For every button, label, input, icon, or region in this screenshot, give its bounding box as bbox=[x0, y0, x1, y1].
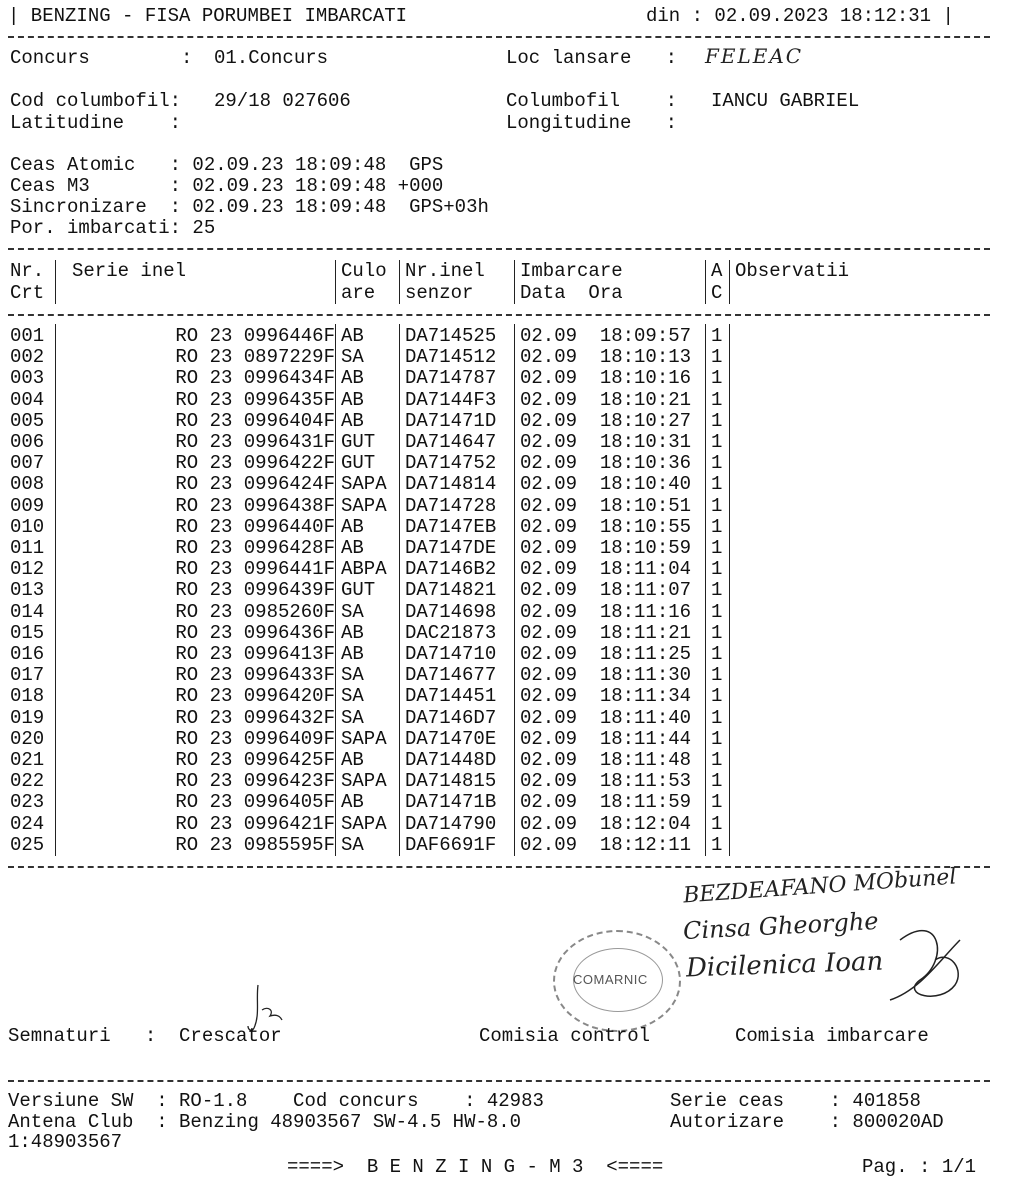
cell-culoare: SA bbox=[341, 706, 364, 729]
cell-imbarcare: 02.09 18:10:21 bbox=[520, 388, 692, 411]
cell-culoare: GUT bbox=[341, 431, 376, 453]
cell-nr-inel-senzor: DA7147EB bbox=[405, 515, 497, 538]
cell-culoare: SA bbox=[341, 600, 364, 623]
cell-imbarcare: 02.09 18:11:34 bbox=[520, 685, 692, 708]
cell-imbarcare: 02.09 18:10:13 bbox=[520, 346, 692, 369]
col-header-crt: Crt bbox=[10, 282, 45, 304]
table-row bbox=[0, 771, 1024, 792]
cod-columbofil-value: 29/18 027606 bbox=[214, 90, 351, 112]
cell-culoare: SAPA bbox=[341, 473, 387, 496]
cell-nr: 001 bbox=[10, 325, 45, 347]
document-date: din : 02.09.2023 18:12:31 | bbox=[646, 5, 954, 27]
table-row bbox=[0, 835, 1024, 856]
cell-nr: 019 bbox=[10, 706, 45, 729]
divider bbox=[8, 1080, 990, 1082]
cell-serie-inel: RO 23 0996404F bbox=[175, 409, 335, 432]
cell-imbarcare: 02.09 18:11:16 bbox=[520, 600, 692, 623]
cell-nr: 014 bbox=[10, 600, 45, 623]
cell-nr: 006 bbox=[10, 431, 45, 453]
cell-nr-inel-senzor: DAC21873 bbox=[405, 621, 497, 644]
table-row bbox=[0, 390, 1024, 411]
table-row bbox=[0, 665, 1024, 686]
table-row bbox=[0, 580, 1024, 601]
col-header-nr: Nr. bbox=[10, 260, 45, 282]
comisia-control: Comisia control bbox=[479, 1025, 651, 1047]
cell-ac: 1 bbox=[711, 537, 723, 559]
cell-serie-inel: RO 23 0996438F bbox=[175, 494, 335, 517]
cell-nr: 021 bbox=[10, 749, 45, 771]
cell-imbarcare: 02.09 18:11:04 bbox=[520, 558, 692, 581]
handwritten-signature-3: Dicilenica Ioan bbox=[685, 946, 884, 984]
cell-culoare: SA bbox=[341, 664, 364, 687]
cell-serie-inel: RO 23 0996413F bbox=[175, 643, 335, 665]
cell-nr: 013 bbox=[10, 579, 45, 602]
cell-ac: 1 bbox=[711, 452, 723, 475]
cell-culoare: AB bbox=[341, 325, 364, 347]
cell-nr: 022 bbox=[10, 770, 45, 793]
col-header-data-ora: Data Ora bbox=[520, 282, 623, 304]
cell-nr-inel-senzor: DA7144F3 bbox=[405, 388, 497, 411]
cell-nr: 016 bbox=[10, 643, 45, 665]
cell-imbarcare: 02.09 18:12:04 bbox=[520, 812, 692, 835]
ceas-atomic: Ceas Atomic : 02.09.23 18:09:48 GPS bbox=[10, 154, 444, 176]
loc-lansare-label: Loc lansare : bbox=[506, 47, 678, 69]
table-row bbox=[0, 729, 1024, 750]
table-row bbox=[0, 347, 1024, 368]
latitudine-label: Latitudine : bbox=[10, 112, 182, 134]
divider bbox=[8, 36, 990, 38]
cell-culoare: GUT bbox=[341, 452, 376, 475]
cell-culoare: SA bbox=[341, 833, 364, 856]
divider bbox=[8, 248, 990, 250]
cell-ac: 1 bbox=[711, 431, 723, 453]
cell-imbarcare: 02.09 18:11:07 bbox=[520, 579, 692, 602]
cell-ac: 1 bbox=[711, 685, 723, 708]
cell-nr: 015 bbox=[10, 621, 45, 644]
comisia-imbarcare: Comisia imbarcare bbox=[735, 1025, 929, 1047]
cell-serie-inel: RO 23 0985260F bbox=[175, 600, 335, 623]
cell-nr-inel-senzor: DA7146B2 bbox=[405, 558, 497, 581]
cell-ac: 1 bbox=[711, 727, 723, 750]
stamp-text: COMARNIC bbox=[573, 972, 648, 987]
cell-nr-inel-senzor: DA714814 bbox=[405, 473, 497, 496]
col-header-nr-inel: Nr.inel bbox=[405, 260, 485, 282]
cell-culoare: SA bbox=[341, 346, 364, 369]
cell-serie-inel: RO 23 0996425F bbox=[175, 749, 335, 771]
cell-nr: 020 bbox=[10, 727, 45, 750]
table-row bbox=[0, 644, 1024, 665]
cell-imbarcare: 02.09 18:10:59 bbox=[520, 537, 692, 559]
cell-imbarcare: 02.09 18:11:53 bbox=[520, 770, 692, 793]
cell-imbarcare: 02.09 18:10:40 bbox=[520, 473, 692, 496]
table-row bbox=[0, 623, 1024, 644]
cell-nr-inel-senzor: DA71470E bbox=[405, 727, 497, 750]
table-row bbox=[0, 368, 1024, 389]
club-stamp bbox=[553, 930, 681, 1032]
cell-ac: 1 bbox=[711, 664, 723, 687]
cell-ac: 1 bbox=[711, 791, 723, 814]
cell-culoare: ABPA bbox=[341, 558, 387, 581]
cell-imbarcare: 02.09 18:11:59 bbox=[520, 791, 692, 814]
cell-ac: 1 bbox=[711, 558, 723, 581]
cell-nr-inel-senzor: DA7147DE bbox=[405, 537, 497, 559]
porumbei-imbarcati: Por. imbarcati: 25 bbox=[10, 217, 216, 239]
cell-culoare: SAPA bbox=[341, 494, 387, 517]
cell-ac: 1 bbox=[711, 325, 723, 347]
footer-antena-id: 1:48903567 bbox=[8, 1131, 123, 1153]
table-row bbox=[0, 686, 1024, 707]
longitudine-label: Longitudine : bbox=[506, 112, 678, 134]
cell-culoare: AB bbox=[341, 791, 364, 814]
cell-serie-inel: RO 23 0996434F bbox=[175, 367, 335, 390]
cell-nr: 008 bbox=[10, 473, 45, 496]
cell-serie-inel: RO 23 0996440F bbox=[175, 515, 335, 538]
cell-serie-inel: RO 23 0996441F bbox=[175, 558, 335, 581]
cell-ac: 1 bbox=[711, 770, 723, 793]
signature-scribble bbox=[880, 900, 970, 1010]
cell-nr-inel-senzor: DA714752 bbox=[405, 452, 497, 475]
cell-nr-inel-senzor: DA714787 bbox=[405, 367, 497, 390]
cell-nr-inel-senzor: DA71448D bbox=[405, 749, 497, 771]
cell-ac: 1 bbox=[711, 388, 723, 411]
cell-nr-inel-senzor: DAF6691F bbox=[405, 833, 497, 856]
cell-serie-inel: RO 23 0996428F bbox=[175, 537, 335, 559]
cell-ac: 1 bbox=[711, 367, 723, 390]
cell-nr: 018 bbox=[10, 685, 45, 708]
divider bbox=[8, 314, 990, 316]
table-row bbox=[0, 453, 1024, 474]
cell-imbarcare: 02.09 18:10:27 bbox=[520, 409, 692, 432]
cell-serie-inel: RO 23 0985595F bbox=[175, 833, 335, 856]
cell-serie-inel: RO 23 0996431F bbox=[175, 431, 335, 453]
cell-nr-inel-senzor: DA714512 bbox=[405, 346, 497, 369]
cell-culoare: AB bbox=[341, 749, 364, 771]
cell-serie-inel: RO 23 0996423F bbox=[175, 770, 335, 793]
table-row bbox=[0, 517, 1024, 538]
cell-nr: 007 bbox=[10, 452, 45, 475]
cell-nr-inel-senzor: DA714815 bbox=[405, 770, 497, 793]
column-rule bbox=[514, 260, 515, 304]
table-row bbox=[0, 602, 1024, 623]
cell-ac: 1 bbox=[711, 749, 723, 771]
columbofil-label: Columbofil : bbox=[506, 90, 678, 112]
cell-nr-inel-senzor: DA714821 bbox=[405, 579, 497, 602]
col-header-senzor: senzor bbox=[405, 282, 474, 304]
concurs-label: Concurs : bbox=[10, 47, 193, 69]
footer-brand: ====> B E N Z I N G - M 3 <==== bbox=[287, 1156, 664, 1178]
footer-serie-ceas: Serie ceas : 401858 bbox=[670, 1090, 921, 1112]
column-rule bbox=[705, 260, 706, 304]
col-header-imbarcare: Imbarcare bbox=[520, 260, 623, 282]
sincronizare: Sincronizare : 02.09.23 18:09:48 GPS+03h bbox=[10, 196, 489, 218]
cell-ac: 1 bbox=[711, 643, 723, 665]
cell-culoare: SAPA bbox=[341, 812, 387, 835]
cell-serie-inel: RO 23 0996433F bbox=[175, 664, 335, 687]
concurs-value: 01.Concurs bbox=[214, 47, 329, 69]
table-row bbox=[0, 538, 1024, 559]
cell-serie-inel: RO 23 0996405F bbox=[175, 791, 335, 814]
cell-culoare: AB bbox=[341, 643, 364, 665]
table-row bbox=[0, 559, 1024, 580]
cell-imbarcare: 02.09 18:11:40 bbox=[520, 706, 692, 729]
cell-imbarcare: 02.09 18:12:11 bbox=[520, 833, 692, 856]
cell-serie-inel: RO 23 0996421F bbox=[175, 812, 335, 835]
cell-nr: 005 bbox=[10, 409, 45, 432]
column-rule bbox=[399, 260, 400, 304]
cell-ac: 1 bbox=[711, 600, 723, 623]
cell-culoare: AB bbox=[341, 388, 364, 411]
cell-serie-inel: RO 23 0996424F bbox=[175, 473, 335, 496]
cell-nr-inel-senzor: DA7146D7 bbox=[405, 706, 497, 729]
table-row bbox=[0, 496, 1024, 517]
footer-page: Pag. : 1/1 bbox=[862, 1156, 977, 1178]
cell-nr: 004 bbox=[10, 388, 45, 411]
cell-nr-inel-senzor: DA714698 bbox=[405, 600, 497, 623]
cell-nr-inel-senzor: DA714728 bbox=[405, 494, 497, 517]
table-row bbox=[0, 708, 1024, 729]
cell-nr-inel-senzor: DA71471D bbox=[405, 409, 497, 432]
cell-nr: 024 bbox=[10, 812, 45, 835]
columbofil-value: IANCU GABRIEL bbox=[711, 90, 860, 112]
col-header-culoare: Culo bbox=[341, 260, 387, 282]
cell-nr: 025 bbox=[10, 833, 45, 856]
cell-ac: 1 bbox=[711, 812, 723, 835]
cell-nr: 011 bbox=[10, 537, 45, 559]
cell-culoare: AB bbox=[341, 409, 364, 432]
table-row bbox=[0, 432, 1024, 453]
cell-serie-inel: RO 23 0996422F bbox=[175, 452, 335, 475]
cell-imbarcare: 02.09 18:10:31 bbox=[520, 431, 692, 453]
column-rule bbox=[729, 260, 730, 304]
cell-imbarcare: 02.09 18:10:36 bbox=[520, 452, 692, 475]
footer-autorizare: Autorizare : 800020AD bbox=[670, 1111, 944, 1133]
table-row bbox=[0, 792, 1024, 813]
cell-ac: 1 bbox=[711, 409, 723, 432]
cell-culoare: GUT bbox=[341, 579, 376, 602]
cell-imbarcare: 02.09 18:10:51 bbox=[520, 494, 692, 517]
cell-nr: 012 bbox=[10, 558, 45, 581]
cell-ac: 1 bbox=[711, 579, 723, 602]
table-row bbox=[0, 814, 1024, 835]
document-title: | BENZING - FISA PORUMBEI IMBARCATI bbox=[8, 5, 408, 27]
handwritten-signature-1: BEZDEAFANO MObunel bbox=[682, 864, 958, 909]
cell-culoare: AB bbox=[341, 621, 364, 644]
cell-nr-inel-senzor: DA714451 bbox=[405, 685, 497, 708]
cell-serie-inel: RO 23 0996432F bbox=[175, 706, 335, 729]
cell-serie-inel: RO 23 0996439F bbox=[175, 579, 335, 602]
cell-nr-inel-senzor: DA714790 bbox=[405, 812, 497, 835]
cell-imbarcare: 02.09 18:10:16 bbox=[520, 367, 692, 390]
cell-culoare: SA bbox=[341, 685, 364, 708]
cell-nr-inel-senzor: DA714525 bbox=[405, 325, 497, 347]
cell-serie-inel: RO 23 0996436F bbox=[175, 621, 335, 644]
cell-nr: 003 bbox=[10, 367, 45, 390]
cell-nr-inel-senzor: DA714677 bbox=[405, 664, 497, 687]
cell-ac: 1 bbox=[711, 473, 723, 496]
cell-culoare: SAPA bbox=[341, 727, 387, 750]
cell-nr-inel-senzor: DA714710 bbox=[405, 643, 497, 665]
col-header-are: are bbox=[341, 282, 376, 304]
table-row bbox=[0, 750, 1024, 771]
cell-culoare: AB bbox=[341, 537, 364, 559]
footer-antena: Antena Club : Benzing 48903567 SW-4.5 HW-8.0 bbox=[8, 1111, 522, 1133]
cod-columbofil-label: Cod columbofil: bbox=[10, 90, 182, 112]
table-row bbox=[0, 474, 1024, 495]
loc-lansare-handwritten: FELEAC bbox=[705, 44, 804, 68]
cell-imbarcare: 02.09 18:11:21 bbox=[520, 621, 692, 644]
footer-versiune: Versiune SW : RO-1.8 Cod concurs : 42983 bbox=[8, 1090, 544, 1112]
cell-nr-inel-senzor: DA714647 bbox=[405, 431, 497, 453]
cell-imbarcare: 02.09 18:11:44 bbox=[520, 727, 692, 750]
cell-ac: 1 bbox=[711, 515, 723, 538]
cell-nr: 010 bbox=[10, 515, 45, 538]
ceas-m3: Ceas M3 : 02.09.23 18:09:48 +000 bbox=[10, 175, 444, 197]
cell-culoare: SAPA bbox=[341, 770, 387, 793]
cell-ac: 1 bbox=[711, 494, 723, 517]
handwritten-signature-2: Cinsa Gheorghe bbox=[682, 906, 880, 946]
table-row bbox=[0, 326, 1024, 347]
cell-imbarcare: 02.09 18:11:30 bbox=[520, 664, 692, 687]
column-rule bbox=[55, 260, 56, 304]
column-rule bbox=[335, 260, 336, 304]
col-header-observatii: Observatii bbox=[735, 260, 850, 282]
cell-ac: 1 bbox=[711, 833, 723, 856]
cell-imbarcare: 02.09 18:11:48 bbox=[520, 749, 692, 771]
divider bbox=[8, 866, 990, 868]
cell-imbarcare: 02.09 18:09:57 bbox=[520, 325, 692, 347]
col-header-c: C bbox=[711, 282, 723, 304]
cell-nr: 023 bbox=[10, 791, 45, 814]
table-row bbox=[0, 411, 1024, 432]
cell-nr-inel-senzor: DA71471B bbox=[405, 791, 497, 814]
cell-nr: 017 bbox=[10, 664, 45, 687]
cell-culoare: AB bbox=[341, 367, 364, 390]
cell-imbarcare: 02.09 18:10:55 bbox=[520, 515, 692, 538]
semnaturi-label: Semnaturi : Crescator bbox=[8, 1025, 282, 1047]
cell-imbarcare: 02.09 18:11:25 bbox=[520, 643, 692, 665]
cell-ac: 1 bbox=[711, 706, 723, 729]
cell-nr: 009 bbox=[10, 494, 45, 517]
col-header-serie: Serie inel bbox=[72, 260, 187, 282]
cell-serie-inel: RO 23 0996435F bbox=[175, 388, 335, 411]
cell-serie-inel: RO 23 0996409F bbox=[175, 727, 335, 750]
col-header-ac: A bbox=[711, 260, 723, 282]
cell-ac: 1 bbox=[711, 346, 723, 369]
cell-serie-inel: RO 23 0996420F bbox=[175, 685, 335, 708]
cell-serie-inel: RO 23 0996446F bbox=[175, 325, 335, 347]
cell-nr: 002 bbox=[10, 346, 45, 369]
cell-culoare: AB bbox=[341, 515, 364, 538]
cell-serie-inel: RO 23 0897229F bbox=[175, 346, 335, 369]
cell-ac: 1 bbox=[711, 621, 723, 644]
